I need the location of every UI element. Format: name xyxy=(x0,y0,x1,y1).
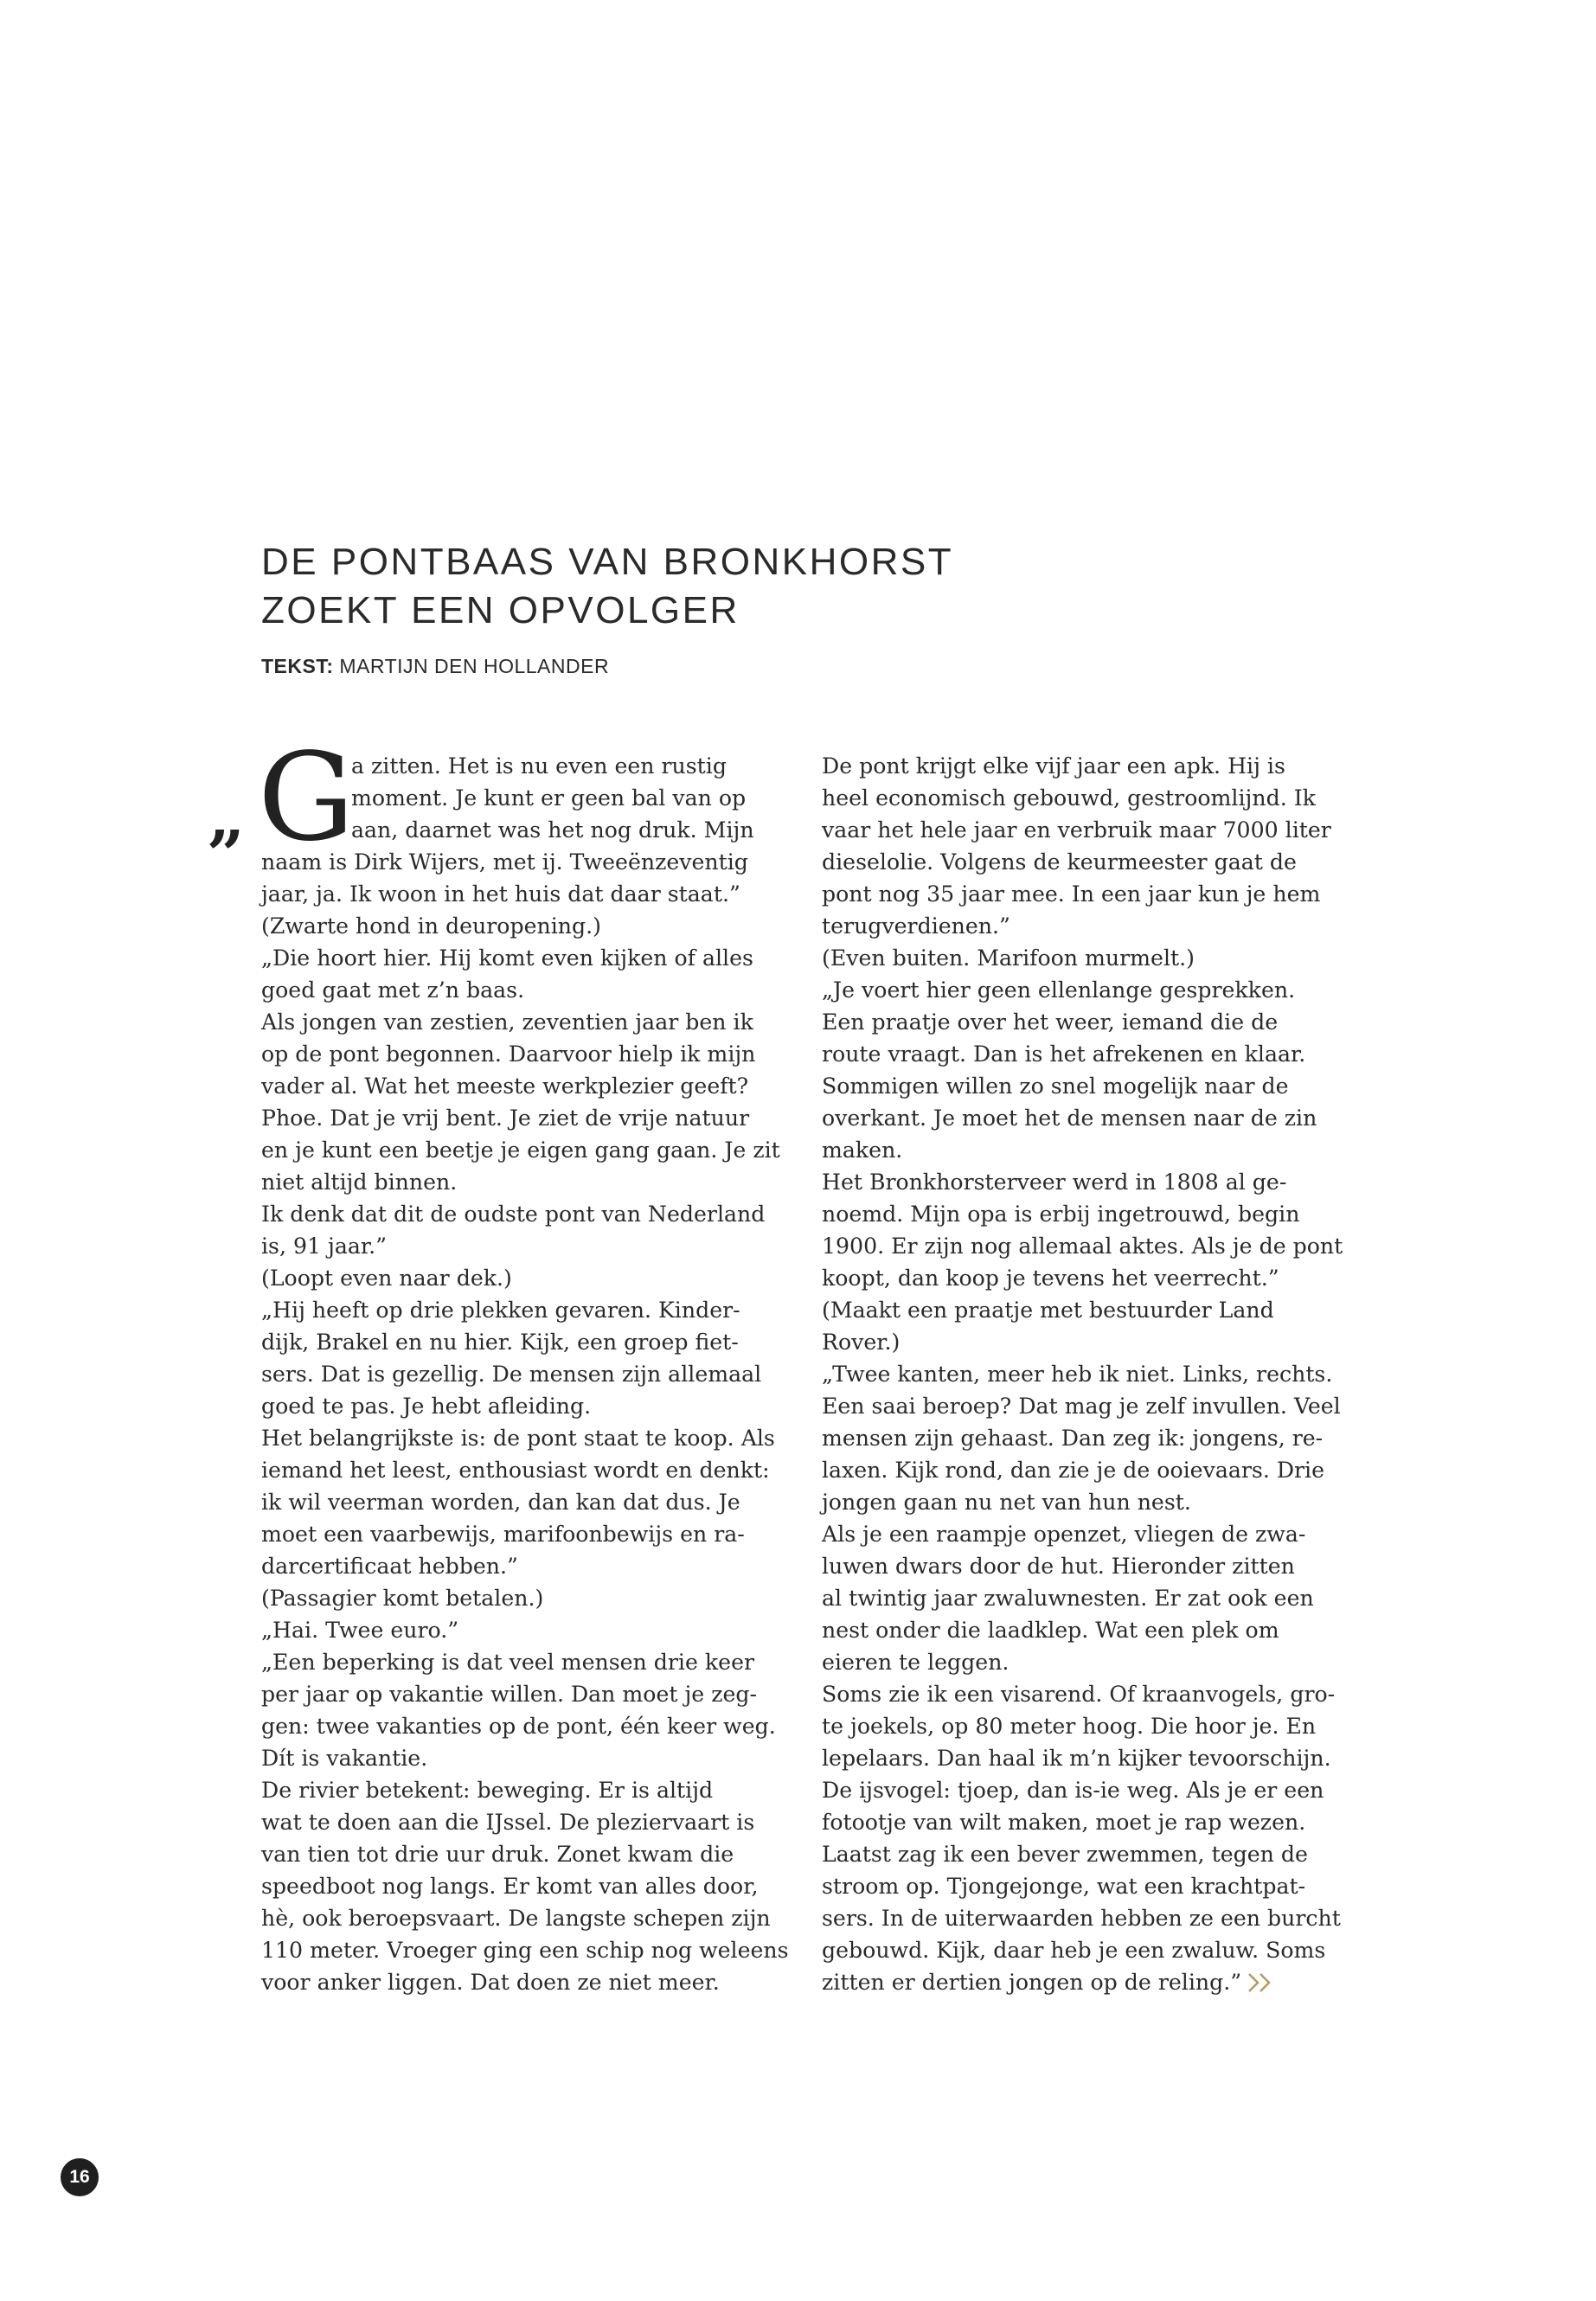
text-line: Een praatje over het weer, iemand die de xyxy=(822,1009,1279,1035)
text-line: goed gaat met z’n baas. xyxy=(261,977,525,1003)
text-line: koopt, dan koop je tevens het veerrecht.” xyxy=(822,1266,1279,1291)
text-line: laxen. Kijk rond, dan zie je de ooievaars. Drie xyxy=(822,1458,1325,1483)
text-line: en je kunt een beetje je eigen gang gaan. Je zit xyxy=(261,1138,780,1163)
text-line: wat te doen aan die IJssel. De pleziervaart is xyxy=(261,1810,755,1835)
text-line: gebouwd. Kijk, daar heb je een zwaluw. Soms xyxy=(822,1938,1326,1963)
text-line: Het Bronkhorsterveer werd in 1808 al ge- xyxy=(822,1170,1287,1195)
drop-cap: G xyxy=(258,727,355,868)
byline-author: MARTIJN DEN HOLLANDER xyxy=(339,655,610,677)
text-line: 1900. Er zijn nog allemaal aktes. Als je de pont xyxy=(822,1234,1343,1259)
text-line: „Hai. Twee euro.” xyxy=(261,1618,459,1643)
text-line: gen: twee vakanties op de pont, één keer weg. xyxy=(261,1714,776,1739)
text-line: al twintig jaar zwaluwnesten. Er zat ook een xyxy=(822,1586,1314,1611)
text-line: Laatst zag ik een bever zwemmen, tegen de xyxy=(822,1842,1308,1867)
body-column-right xyxy=(822,750,1358,1998)
text-line: op de pont begonnen. Daarvoor hielp ik mijn xyxy=(261,1042,756,1067)
text-line: „Je voert hier geen ellenlange gesprekken. xyxy=(822,977,1296,1003)
text-line: „Die hoort hier. Hij komt even kijken of alles xyxy=(261,945,753,971)
text-line: sers. In de uiterwaarden hebben ze een burcht xyxy=(822,1906,1341,1931)
text-line: noemd. Mijn opa is erbij ingetrouwd, begin xyxy=(822,1202,1300,1227)
text-line: (Maakt een praatje met bestuurder Land xyxy=(822,1298,1274,1323)
right-column-text xyxy=(822,750,1358,1998)
text-line: goed te pas. Je hebt afleiding. xyxy=(261,1394,592,1419)
text-line: vader al. Wat het meeste werkplezier geeft? xyxy=(261,1074,749,1099)
text-line: „Twee kanten, meer heb ik niet. Links, rechts. xyxy=(822,1362,1333,1387)
text-line: zitten er dertien jongen op de reling.” xyxy=(822,1966,1358,1998)
text-line: Rover.) xyxy=(822,1330,901,1355)
text-line: Sommigen willen zo snel mogelijk naar de xyxy=(822,1074,1289,1099)
body-column-left xyxy=(208,727,798,1998)
text-line: moet een vaarbewijs, marifoonbewijs en ra- xyxy=(261,1522,745,1547)
text-line: moment. Je kunt er geen bal van op xyxy=(351,785,747,811)
text-line: aan, daarnet was het nog druk. Mijn xyxy=(351,817,754,843)
left-column-text xyxy=(261,750,798,1998)
text-line: Phoe. Dat je vrij bent. Je ziet de vrije natuur xyxy=(261,1106,750,1131)
byline xyxy=(261,655,609,678)
text-line: Dít is vakantie. xyxy=(261,1746,428,1771)
text-line: overkant. Je moet het de mensen naar de zin xyxy=(822,1106,1317,1131)
opening-quote-icon: „ xyxy=(208,779,246,856)
text-line: Het belangrijkste is: de pont staat te koop. Als xyxy=(261,1426,775,1451)
text-line: speedboot nog langs. Er komt van alles door, xyxy=(261,1874,759,1899)
text-line: a zitten. Het is nu even een rustig xyxy=(351,753,727,779)
text-line: eieren te leggen. xyxy=(822,1650,1010,1675)
page-number-badge: 16 xyxy=(61,2158,99,2196)
text-line: „Een beperking is dat veel mensen drie keer xyxy=(261,1650,755,1675)
text-line: terugverdienen.” xyxy=(822,913,1010,939)
text-line: (Passagier komt betalen.) xyxy=(261,1586,544,1611)
text-line: „Hij heeft op drie plekken gevaren. Kinder- xyxy=(261,1298,740,1323)
text-line: pont nog 35 jaar mee. In een jaar kun je hem xyxy=(822,881,1321,907)
text-line: Als je een raampje openzet, vliegen de zwa- xyxy=(822,1522,1306,1547)
text-line: hè, ook beroepsvaart. De langste schepen zijn xyxy=(261,1906,771,1931)
text-line: (Even buiten. Marifoon murmelt.) xyxy=(822,945,1195,971)
text-line: vaar het hele jaar en verbruik maar 7000 liter xyxy=(822,817,1331,843)
text-line: darcertificaat hebben.” xyxy=(261,1554,518,1579)
text-line: fotootje van wilt maken, moet je rap wezen. xyxy=(822,1810,1306,1835)
text-line: nest onder die laadklep. Wat een plek om xyxy=(822,1618,1279,1643)
byline-label: TEKST: xyxy=(261,655,334,677)
text-line: sers. Dat is gezellig. De mensen zijn allemaal xyxy=(261,1362,762,1387)
text-line: lepelaars. Dan haal ik m’n kijker tevoorschijn. xyxy=(822,1746,1331,1771)
text-line: (Loopt even naar dek.) xyxy=(261,1266,512,1291)
text-line: De pont krijgt elke vijf jaar een apk. Hij is xyxy=(822,753,1285,779)
text-line: voor anker liggen. Dat doen ze niet meer. xyxy=(261,1970,720,1995)
article-title-line-1: DE PONTBAAS VAN BRONKHORST xyxy=(261,541,954,583)
text-line: heel economisch gebouwd, gestroomlijnd. Ik xyxy=(822,785,1316,811)
text-line: stroom op. Tjongejonge, wat een krachtpat- xyxy=(822,1874,1306,1899)
text-line: dijk, Brakel en nu hier. Kijk, een groep fiet- xyxy=(261,1330,739,1355)
article-title-line-2: ZOEKT EEN OPVOLGER xyxy=(261,589,740,631)
text-line: (Zwarte hond in deuropening.) xyxy=(261,913,601,939)
text-line: Als jongen van zestien, zeventien jaar ben ik xyxy=(261,1009,753,1035)
text-line: mensen zijn gehaast. Dan zeg ik: jongens, re- xyxy=(822,1426,1324,1451)
text-line: dieselolie. Volgens de keurmeester gaat de xyxy=(822,849,1297,875)
text-line: iemand het leest, enthousiast wordt en denkt: xyxy=(261,1458,770,1483)
text-line: ik wil veerman worden, dan kan dat dus. Je xyxy=(261,1490,740,1515)
text-line: niet altijd binnen. xyxy=(261,1170,458,1195)
text-line: route vraagt. Dan is het afrekenen en klaar. xyxy=(822,1042,1306,1067)
text-line: jaar, ja. Ik woon in het huis dat daar staat.” xyxy=(261,881,740,907)
text-line: te joekels, op 80 meter hoog. Die hoor je. En xyxy=(822,1714,1317,1739)
text-line: maken. xyxy=(822,1138,903,1163)
text-line: per jaar op vakantie willen. Dan moet je zeg- xyxy=(261,1682,758,1707)
text-line: Soms zie ik een visarend. Of kraanvogels, gro- xyxy=(822,1682,1336,1707)
text-line: Een saai beroep? Dat mag je zelf invullen. Veel xyxy=(822,1394,1341,1419)
text-line: is, 91 jaar.” xyxy=(261,1234,388,1259)
double-chevron-right-icon xyxy=(1247,1971,1276,1994)
text-line: 110 meter. Vroeger ging een schip nog weleens xyxy=(261,1938,789,1963)
text-line: De ijsvogel: tjoep, dan is-ie weg. Als je er een xyxy=(822,1778,1324,1803)
text-line: jongen gaan nu net van hun nest. xyxy=(822,1490,1191,1515)
text-line: naam is Dirk Wijers, met ij. Tweeënzeventig xyxy=(261,849,748,875)
text-line: Ik denk dat dit de oudste pont van Nederland xyxy=(261,1202,766,1227)
article-title xyxy=(261,538,1213,635)
text-line: van tien tot drie uur druk. Zonet kwam die xyxy=(261,1842,734,1867)
text-line: De rivier betekent: beweging. Er is altijd xyxy=(261,1778,714,1803)
text-line: luwen dwars door de hut. Hieronder zitten xyxy=(822,1554,1295,1579)
